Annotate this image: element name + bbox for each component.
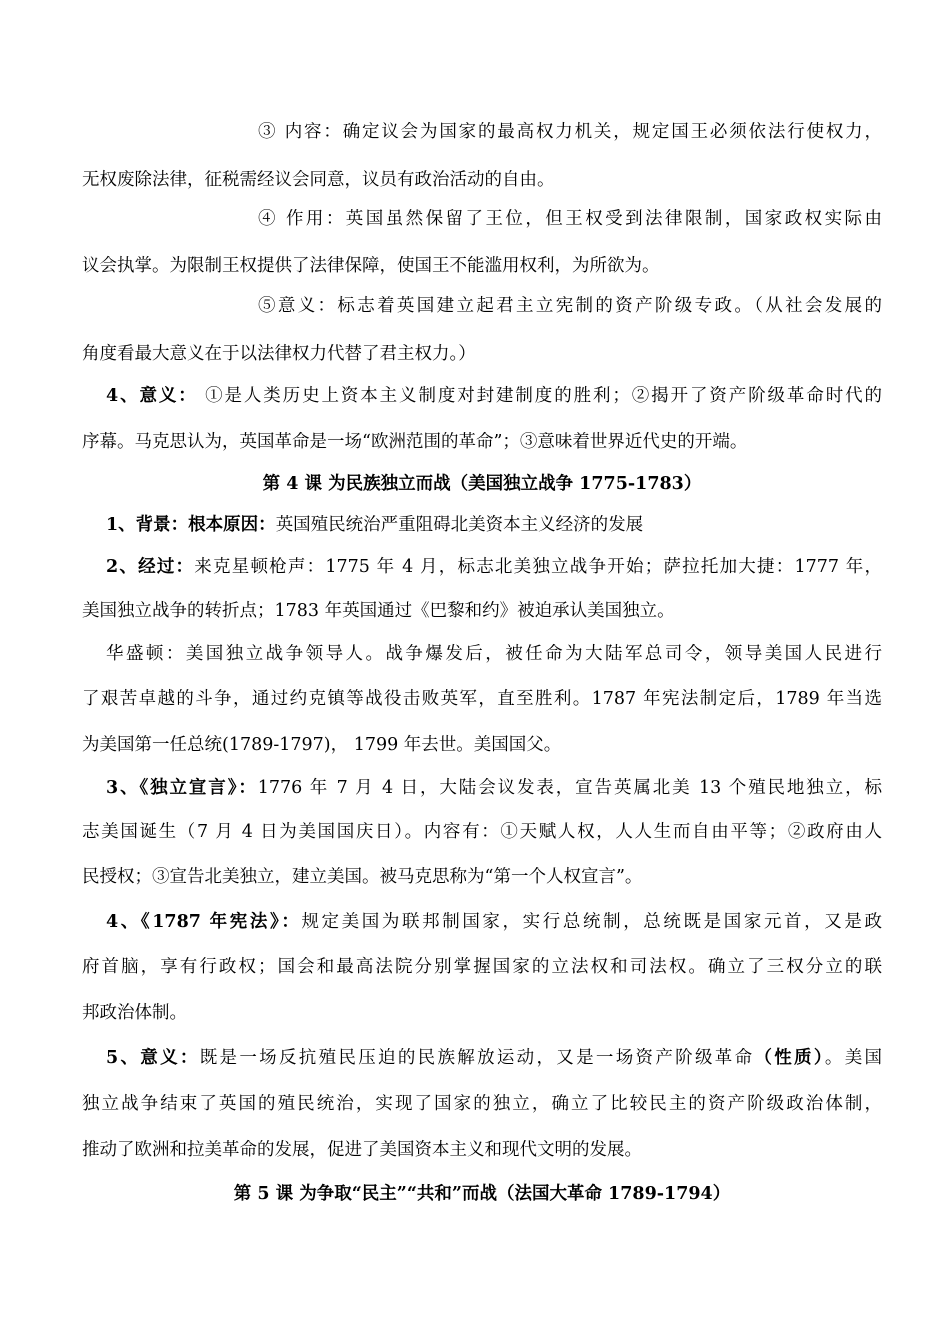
paragraph-line: 为美国第一任总统(1789-1797)， 1799 年去世。美国国父。 <box>82 735 562 755</box>
section-label: 2、经过： <box>106 557 195 577</box>
section-text: 来克星顿枪声：1775 年 4 月，标志北美独立战争开始；萨拉托加大捷：1777 年， <box>194 557 882 577</box>
paragraph-line <box>106 1046 882 1070</box>
paragraph-line: 无权废除法律，征税需经议会同意，议员有政治活动的自由。 <box>82 170 555 190</box>
paragraph-line: 独立战争结束了英国的殖民统治，实现了国家的独立，确立了比较民主的资产阶级政治体制， <box>82 1094 882 1114</box>
paragraph-line <box>106 384 882 408</box>
section-text: 规定美国为联邦制国家，实行总统制，总统既是国家元首，又是政 <box>301 912 882 932</box>
section-label: 3、《独立宣言》： <box>106 778 258 798</box>
lesson-heading: 第 4 课 为民族独立而战（美国独立战争 1775-1783） <box>262 474 702 494</box>
paragraph-line <box>106 555 882 579</box>
lesson-heading: 第 5 课 为争取“民主”“共和”而战（法国大革命 1789-1794） <box>233 1184 731 1204</box>
section-label: 4、《1787 年宪法》： <box>106 912 302 932</box>
section-text: 。美国 <box>824 1048 883 1068</box>
paragraph-line: 角度看最大意义在于以法律权力代替了君主权力。） <box>82 344 476 364</box>
paragraph-line: 邦政治体制。 <box>82 1003 187 1023</box>
paragraph-line: 议会执掌。为限制王权提供了法律保障，使国王不能滥用权利，为所欲为。 <box>82 256 660 276</box>
section-label: 1、背景：根本原因： <box>106 515 276 535</box>
paragraph-line <box>106 513 882 537</box>
paragraph-line: 民授权；③宣告北美独立，建立美国。被马克思称为“第一个人权宣言”。 <box>82 867 643 887</box>
paragraph-line <box>106 776 882 800</box>
section-text: 1776 年 7 月 4 日，大陆会议发表，宣告英属北美 13 个殖民地独立，标 <box>257 778 882 798</box>
paragraph-line: ③ 内容：确定议会为国家的最高权力机关，规定国王必须依法行使权力， <box>258 122 882 142</box>
section-text: 英国殖民统治严重阻碍北美资本主义经济的发展 <box>275 515 644 535</box>
section-text: 既是一场反抗殖民压迫的民族解放运动，又是一场资产阶级革命 <box>199 1048 755 1068</box>
section-label: 5、意义： <box>106 1048 200 1068</box>
paragraph-line: 了艰苦卓越的斗争，通过约克镇等战役击败英军，直至胜利。1787 年宪法制定后，1789 年当选 <box>82 689 882 709</box>
paragraph-line: ④ 作用：英国虽然保留了王位，但王权受到法律限制，国家政权实际由 <box>258 209 882 229</box>
paragraph-line: ⑤意义：标志着英国建立起君主立宪制的资产阶级专政。（从社会发展的 <box>258 296 882 316</box>
emphasis-text: （性质） <box>754 1048 825 1068</box>
paragraph-line: 府首脑，享有行政权；国会和最高法院分别掌握国家的立法权和司法权。确立了三权分立的联 <box>82 957 882 977</box>
paragraph-line: 序幕。马克思认为，英国革命是一场“欧洲范围的革命”；③意味着世界近代史的开端。 <box>82 432 748 452</box>
paragraph-line: 志美国诞生（7 月 4 日为美国国庆日）。内容有：①天赋人权，人人生而自由平等；②政府由人 <box>82 822 882 842</box>
paragraph-line: 推动了欧洲和拉美革命的发展，促进了美国资本主义和现代文明的发展。 <box>82 1140 642 1160</box>
section-text: ①是人类历史上资本主义制度对封建制度的胜利；②揭开了资产阶级革命时代的 <box>197 386 882 406</box>
paragraph-line: 美国独立战争的转折点；1783 年英国通过《巴黎和约》被迫承认美国独立。 <box>82 601 675 621</box>
section-label: 4、意义： <box>106 386 198 406</box>
paragraph-line <box>106 910 882 934</box>
paragraph-line: 华盛顿：美国独立战争领导人。战争爆发后，被任命为大陆军总司令，领导美国人民进行 <box>106 644 882 664</box>
